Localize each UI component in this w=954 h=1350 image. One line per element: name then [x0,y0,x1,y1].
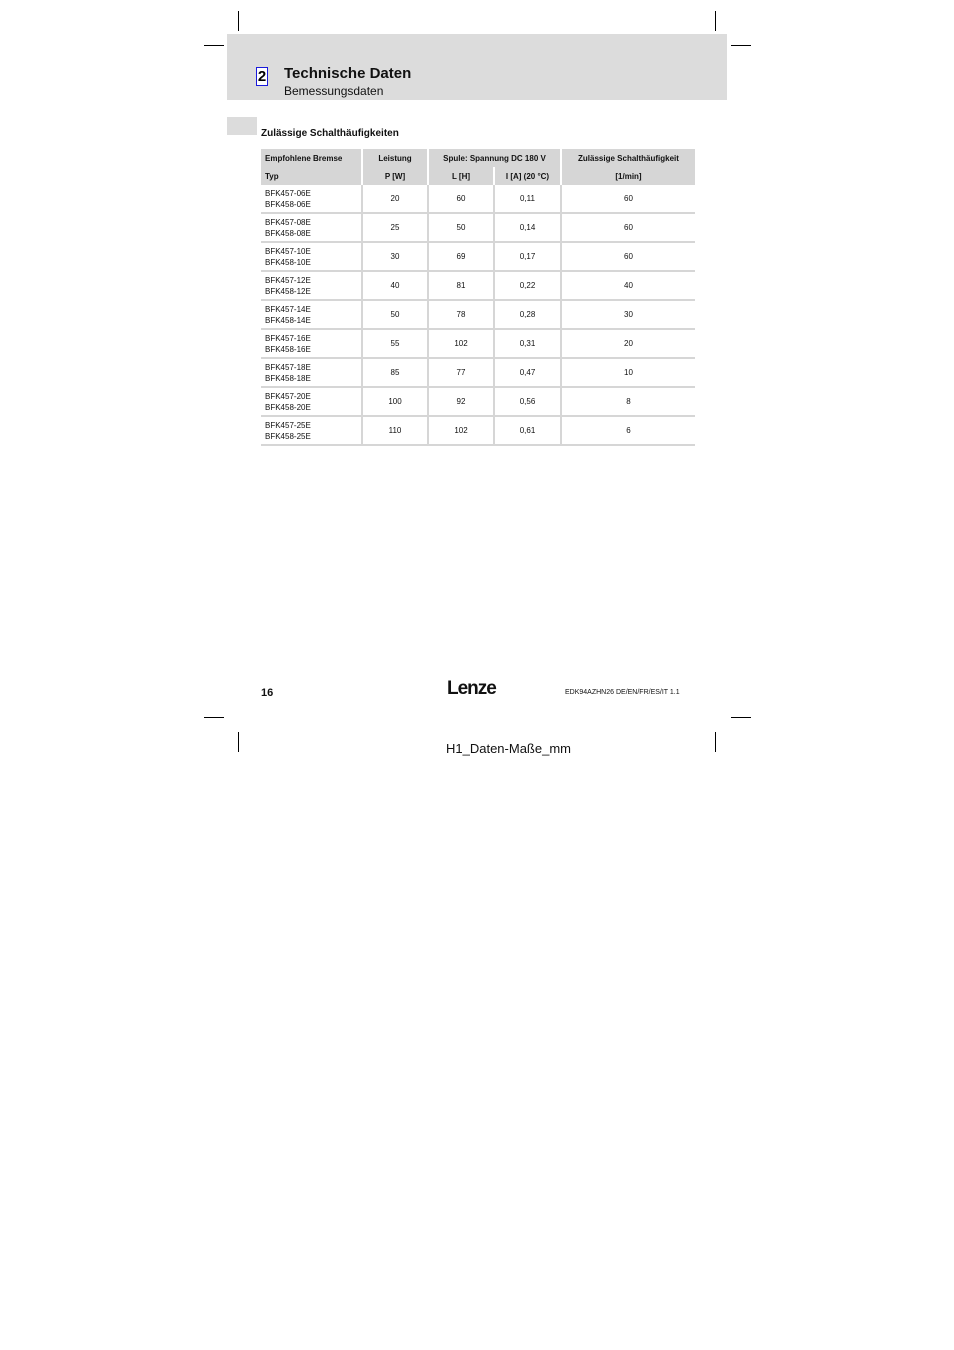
cell-current: 0,11 [494,185,561,213]
type-line: BFK458-08E [265,228,311,238]
type-line: BFK457-06E [265,188,311,198]
cell-power: 85 [362,358,428,387]
footer-label: H1_Daten-Maße_mm [446,741,571,756]
cell-type [261,242,362,271]
header-coil: Spule: Spannung DC 180 V [428,149,561,167]
cell-inductance: 102 [428,416,494,445]
chapter-title: Technische Daten [284,65,412,82]
switching-frequency-table [261,149,695,446]
type-line: BFK457-20E [265,391,311,401]
cell-type [261,416,362,445]
cell-frequency: 60 [561,213,695,242]
cell-power: 55 [362,329,428,358]
cell-type [261,387,362,416]
crop-mark [238,732,239,752]
cell-frequency: 60 [561,185,695,213]
crop-mark [731,45,751,46]
cell-power: 40 [362,271,428,300]
cell-inductance: 77 [428,358,494,387]
document-code: EDK94AZHN26 DE/EN/FR/ES/IT 1.1 [565,689,680,696]
chapter-number-link[interactable]: 2 [257,68,267,85]
type-line: BFK458-12E [265,286,311,296]
cell-type [261,185,362,213]
header-frequency-unit: [1/min] [561,167,695,185]
type-line: BFK458-16E [265,344,311,354]
type-line: BFK458-10E [265,257,311,267]
cell-frequency: 10 [561,358,695,387]
cell-power: 110 [362,416,428,445]
type-line: BFK458-20E [265,402,311,412]
cell-inductance: 92 [428,387,494,416]
cell-current: 0,22 [494,271,561,300]
section-title: Zulässige Schalthäufigkeiten [261,128,399,139]
type-line: BFK457-14E [265,304,311,314]
type-line: BFK458-25E [265,431,311,441]
type-line: BFK457-16E [265,333,311,343]
cell-frequency: 60 [561,242,695,271]
table-row [261,300,695,329]
crop-mark [715,732,716,752]
side-tab-marker [227,117,257,135]
header-power-unit: P [W] [362,167,428,185]
table-row [261,358,695,387]
cell-power: 20 [362,185,428,213]
type-line: BFK458-06E [265,199,311,209]
header-current: I [A] (20 °C) [494,167,561,185]
table-header-row [261,167,695,185]
cell-inductance: 60 [428,185,494,213]
cell-power: 30 [362,242,428,271]
crop-mark [204,717,224,718]
type-line: BFK457-25E [265,420,311,430]
table-row [261,416,695,445]
cell-power: 25 [362,213,428,242]
table-header-row [261,149,695,167]
type-line: BFK457-10E [265,246,311,256]
header-brake: Empfohlene Bremse [261,149,362,167]
cell-current: 0,28 [494,300,561,329]
header-power: Leistung [362,149,428,167]
cell-frequency: 40 [561,271,695,300]
cell-inductance: 81 [428,271,494,300]
cell-current: 0,56 [494,387,561,416]
table-row [261,271,695,300]
cell-current: 0,14 [494,213,561,242]
header-type: Typ [261,167,362,185]
cell-inductance: 69 [428,242,494,271]
chapter-subtitle: Bemessungsdaten [284,84,384,98]
crop-mark [715,11,716,31]
cell-current: 0,31 [494,329,561,358]
cell-frequency: 30 [561,300,695,329]
type-line: BFK457-08E [265,217,311,227]
page-number: 16 [261,687,274,699]
cell-current: 0,47 [494,358,561,387]
type-line: BFK458-14E [265,315,311,325]
cell-inductance: 102 [428,329,494,358]
crop-mark [204,45,224,46]
table-row [261,242,695,271]
cell-inductance: 50 [428,213,494,242]
cell-type [261,300,362,329]
table-row [261,213,695,242]
crop-mark [238,11,239,31]
cell-type [261,271,362,300]
type-line: BFK457-12E [265,275,311,285]
type-line: BFK458-18E [265,373,311,383]
cell-power: 100 [362,387,428,416]
lenze-logo: Lenze [447,678,496,699]
table-row [261,387,695,416]
cell-frequency: 8 [561,387,695,416]
table-row [261,329,695,358]
cell-type [261,358,362,387]
cell-current: 0,17 [494,242,561,271]
cell-inductance: 78 [428,300,494,329]
cell-type [261,213,362,242]
cell-type [261,329,362,358]
type-line: BFK457-18E [265,362,311,372]
cell-current: 0,61 [494,416,561,445]
cell-frequency: 6 [561,416,695,445]
header-frequency: Zulässige Schalthäufigkeit [561,149,695,167]
table-row [261,185,695,213]
crop-mark [731,717,751,718]
cell-frequency: 20 [561,329,695,358]
header-inductance: L [H] [428,167,494,185]
cell-power: 50 [362,300,428,329]
